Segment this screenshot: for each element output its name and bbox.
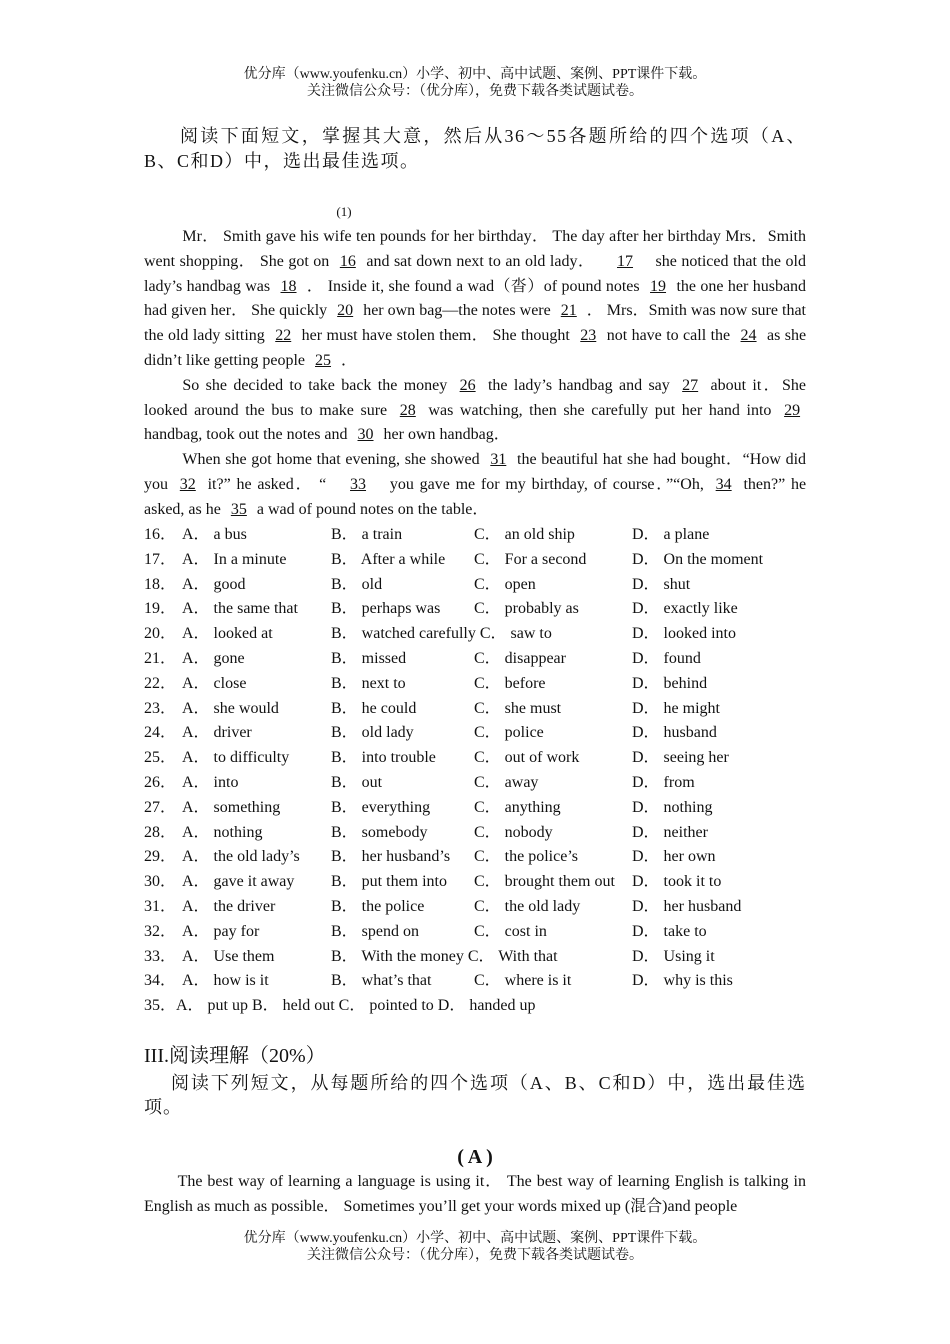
passage-a [144,1170,806,1220]
option-row: 16． A． a bus B． a train C． an old ship D． a plane [144,526,710,543]
option-row: 27． A． something B． everything C． anything D． nothing [144,798,713,816]
section-3-title: III.阅读理解（20%） [144,1045,326,1067]
footer-line-2: 关注微信公众号：（优分库），免费下载各类试题试卷。 [307,1248,643,1263]
blank-34: 34 [715,475,732,493]
option-row: 33． A． Use them B． With the money C． With that D． Using it [144,947,715,965]
options-list [144,523,806,1019]
option-row: 23． A． she would B． he could C． she must D． he might [144,699,720,717]
section-number: (1) [336,204,352,219]
option-row: 21． A． gone B． missed C． disappear D． found [144,649,701,667]
option-row: 31． A． the driver B． the police C． the old lady D． her husband [144,897,742,915]
blank-27: 27 [682,376,699,394]
option-row: 22． A． close B． next to C． before D． behind [144,674,708,692]
section-3-instruction: 阅读下列短文，从每题所给的四个选项（A、B、C和D）中，选出最佳选项。 [144,1073,806,1117]
blank-17: 17 [617,252,634,270]
page-header [0,66,950,100]
passage-a-title: ( A ) [457,1146,493,1168]
header-line-1: 优分库（www.youfenku.cn）小学、初中、高中试题、案例、PPT课件下载。 [243,67,707,82]
cloze-passage [144,225,806,523]
option-row: 26． A． into B． out C． away D． from [144,773,695,791]
option-row: 17． A． In a minute B． After a while C． For a second D． On the moment [144,550,764,568]
page-footer [0,1230,950,1264]
option-row: 24． A． driver B． old lady C． police D． husband [144,724,717,742]
blank-29: 29 [784,401,801,419]
blank-16: 16 [339,252,356,270]
option-row: 20． A． looked at B． watched carefully C． saw to D． looked into [144,625,736,643]
blank-21: 21 [560,302,577,320]
option-row: 28． A． nothing B． somebody C． nobody D． neither [144,823,708,841]
paragraph-3: When she got home that evening, she showed 31 the beautiful hat she had bought．“How did you 32 it?” he asked． “ 33 you gave me for my birthday, of course．”“Oh, 34 then?” he asked, as he 35 a wad of pound notes on the table． [144,451,807,518]
blank-24: 24 [740,327,757,345]
option-row: 18． A． good B． old C． open D． shut [144,575,691,593]
blank-32: 32 [179,475,196,493]
option-row: 19． A． the same that B． perhaps was C． probably as D． exactly like [144,600,738,618]
footer-line-1: 优分库（www.youfenku.cn）小学、初中、高中试题、案例、PPT课件下载。 [243,1231,707,1246]
blank-23: 23 [580,327,597,345]
blank-20: 20 [337,302,354,320]
blank-18: 18 [280,277,297,295]
blank-19: 19 [650,277,667,295]
option-row: 34． A． how is it B． what’s that C． where is it D． why is this [144,972,733,990]
blank-22: 22 [275,327,292,345]
paragraph-2: So she decided to take back the money 26 the lady’s handbag and say 27 about it．She looked around the bus to make sure 28 was watching, then she carefully put her hand into 29 handbag, took out the notes and 30 her own handbag． [144,376,807,444]
option-row: 25． A． to difficulty B． into trouble C． out of work D． seeing her [144,749,729,767]
option-row: 30． A． gave it away B． put them into C． brought them out D． took it to [144,873,722,891]
header-line-2: 关注微信公众号：（优分库），免费下载各类试题试卷。 [307,84,643,99]
paragraph-1: Mr． Smith gave his wife ten pounds for her birthday． The day after her birthday Mrs．Smith went shopping． She got on 16 and sat down next to an old lady． 17 she noticed that the old lady’s handbag was 18 ． Inside it, she found a wad（沓）of pound notes 19 the one her husband had given her． She quickly 20 her own bag—the notes were 21 ． Mrs．Smith was now sure that the old lady sitting 22 her must have stolen them． She thought 23 not have to call the 24 as she didn’t like getting people 25 ． [144,228,807,369]
blank-33: 33 [350,475,367,493]
passage-a-text: The best way of learning a language is using it． The best way of learning English is talking in English as much as possible． Sometimes you’ll get your words mixed up (混合)and people [144,1173,806,1215]
blank-35: 35 [230,500,247,518]
option-row-35: 35．A． put up B． held out C． pointed to D． handed up [144,997,536,1015]
blank-28: 28 [399,401,416,419]
blank-30: 30 [357,426,374,444]
blank-26: 26 [459,376,476,394]
cloze-instruction: 阅读下面短文，掌握其大意，然后从36～55各题所给的四个选项（A、B、C和D）中，选出最佳选项。 [144,126,806,171]
option-row: 32． A． pay for B． spend on C． cost in D． take to [144,922,707,940]
option-row: 29． A． the old lady’s B． her husband’s C． the police’s D． her own [144,848,716,866]
blank-25: 25 [315,351,332,369]
blank-31: 31 [490,451,507,469]
